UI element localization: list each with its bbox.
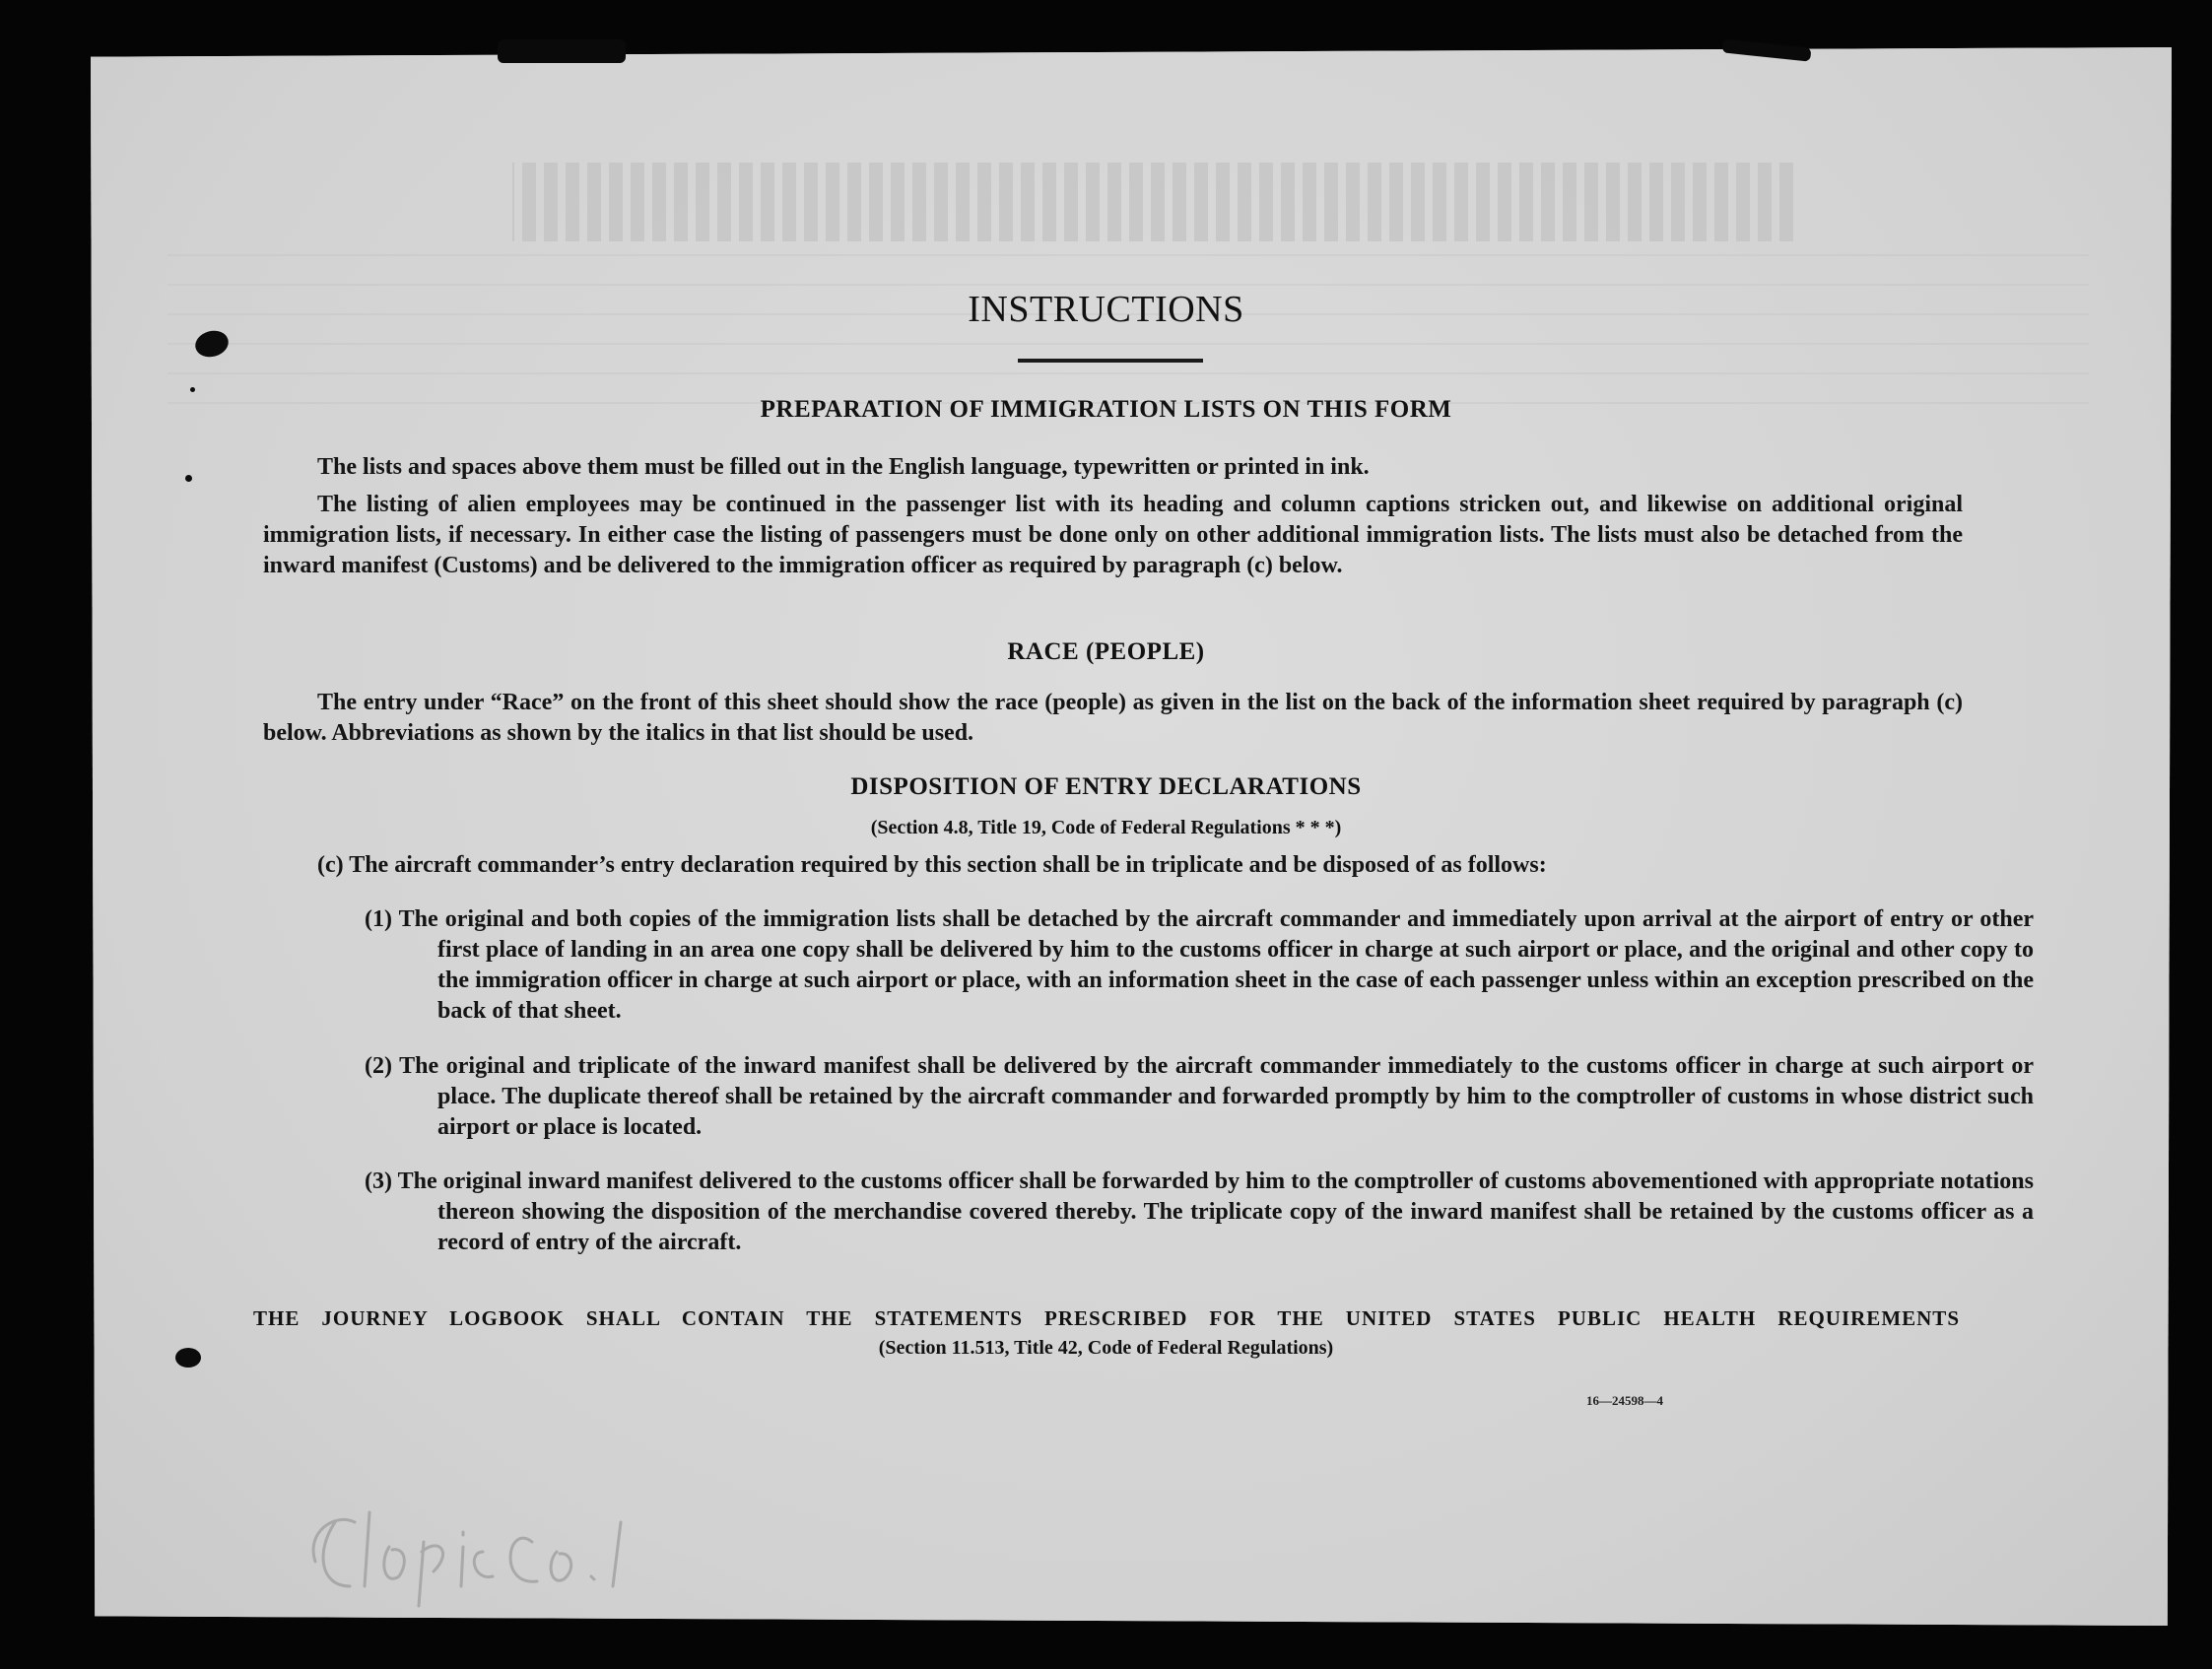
handwritten-signature bbox=[296, 1493, 670, 1616]
paragraph-alien-employees: The listing of alien employees may be continued in the passenger list with its heading and column captions stricken out, and likewise on additional original immigration lists, if necessary. In either case the listing of passengers must be done only on other additional immigration lists. The lists must also be detached from the inward manifest (Customs) and be delivered to the immigration officer as required by paragraph (c) below. bbox=[263, 492, 1963, 578]
ink-dot bbox=[190, 387, 195, 392]
title-underline bbox=[1018, 359, 1203, 363]
tape-mark-left bbox=[498, 39, 626, 63]
form-number: 16—24598—4 bbox=[1586, 1393, 1663, 1408]
list-item-2: (2) The original and triplicate of the inward manifest shall be delivered by the aircraft commander immediately to the customs officer in charge at such airport or place. The duplicate thereof shall be retained by the aircraft commander and forwarded promptly by him to the comptroller of customs in whose district such airport or place is located. bbox=[365, 1053, 2034, 1140]
section-heading-race: RACE (PEOPLE) bbox=[1007, 638, 1205, 665]
section-heading-disposition: DISPOSITION OF ENTRY DECLARATIONS bbox=[850, 773, 1362, 800]
page-title: INSTRUCTIONS bbox=[968, 289, 1244, 330]
logbook-citation: (Section 11.513, Title 42, Code of Federal Regulations) bbox=[878, 1337, 1334, 1359]
paragraph-disposition-intro: (c) The aircraft commander’s entry declaration required by this section shall be in triplicate and be disposed of as follows: bbox=[317, 852, 1547, 878]
paragraph-language: The lists and spaces above them must be filled out in the English language, typewritten or printed in ink. bbox=[317, 454, 1370, 480]
disposition-citation: (Section 4.8, Title 19, Code of Federal Regulations * * *) bbox=[870, 817, 1342, 838]
list-item-1: (1) The original and both copies of the immigration lists shall be detached by the aircraft commander and immediately upon arrival at the airport of entry or other first place of landing in an area one copy shall be delivered by him to the customs officer in charge at such airport or place, and the original and other copy to the immigration officer in charge at such airport or place, with an information sheet in the case of each passenger unless within an exception prescribed on the back of that sheet. bbox=[365, 906, 2034, 1024]
section-heading-preparation: PREPARATION OF IMMIGRATION LISTS ON THIS FORM bbox=[760, 396, 1452, 423]
paragraph-race: The entry under “Race” on the front of this sheet should show the race (people) as given in the list on the back of the information sheet required by paragraph (c) below. Abbreviations as shown by the italics in that list should be used. bbox=[263, 690, 1963, 746]
logbook-statement: THE JOURNEY LOGBOOK SHALL CONTAIN THE STATEMENTS PRESCRIBED FOR THE UNITED STATES PUBLIC HEALTH REQUIREMENTS bbox=[253, 1306, 1960, 1330]
list-item-3: (3) The original inward manifest delivered to the customs officer shall be forwarded by him to the comptroller of customs abovementioned with appropriate notations thereon showing the disposition of the merchandise covered thereby. The triplicate copy of the inward manifest shall be retained by the customs officer as a record of entry of the aircraft. bbox=[365, 1168, 2034, 1255]
ink-dot bbox=[185, 475, 192, 482]
